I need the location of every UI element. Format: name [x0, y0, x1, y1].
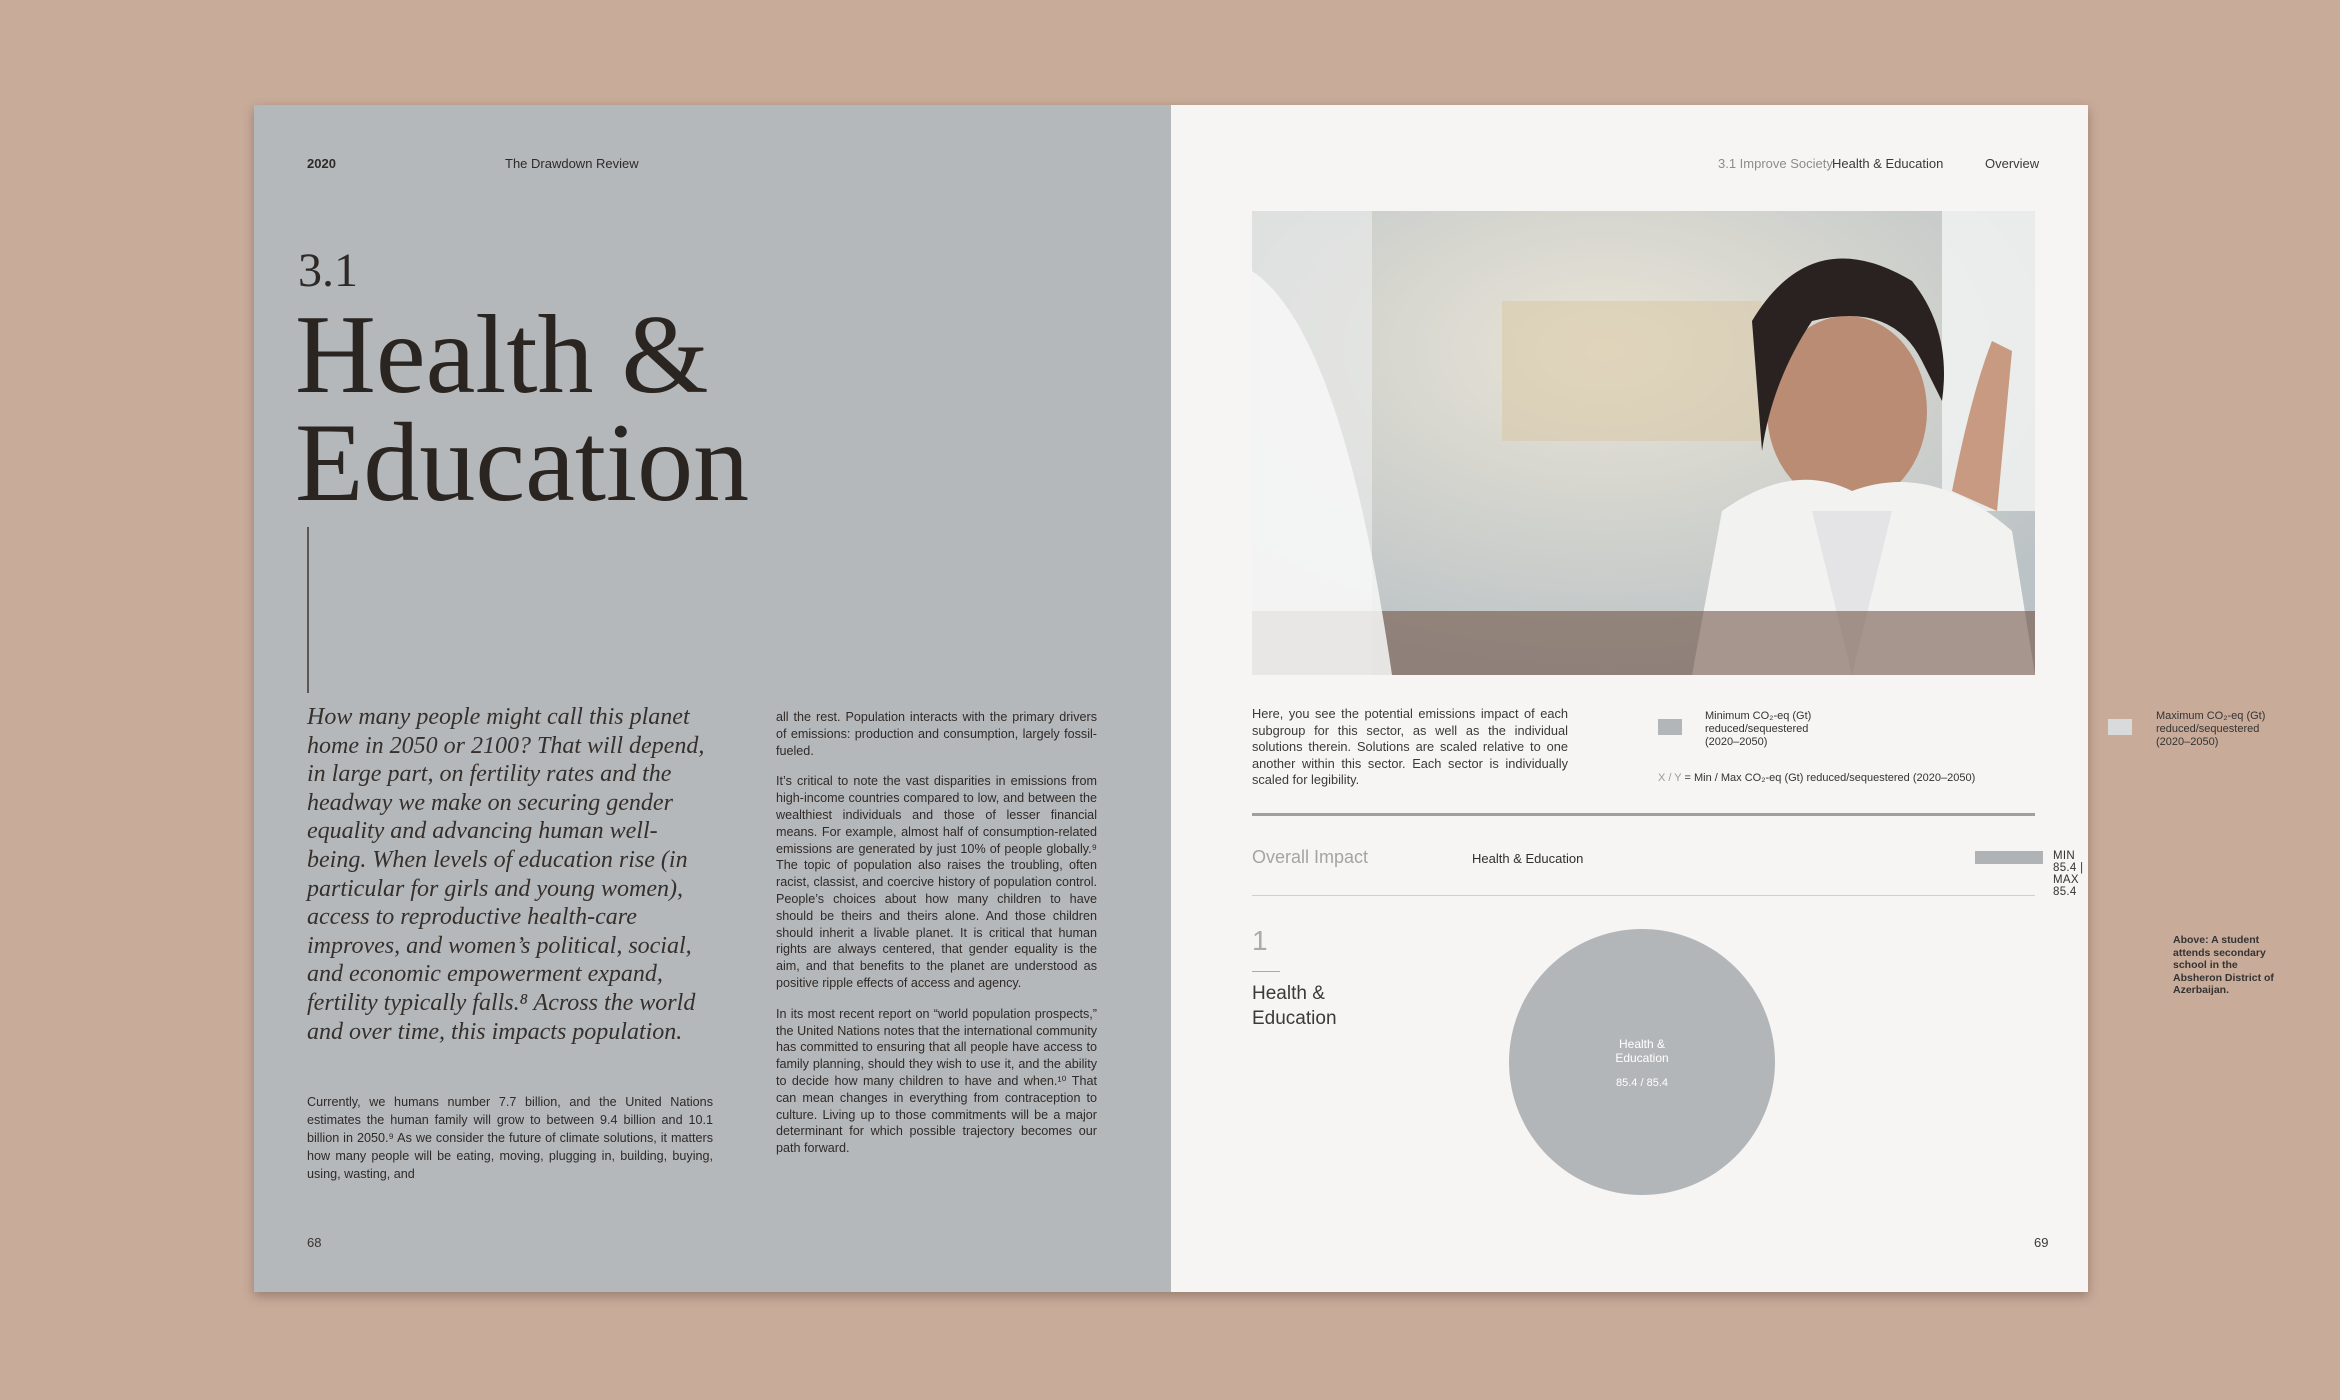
lead-paragraph: How many people might call this planet home in 2050 or 2100? That will depend, in large part, on fertility rates and the headway we make on securing gender equality and advancing human well-being. When levels of education rise (in particular for girls and young women), access to reproductive health-care improves, and women’s political, social, and economic empowerment expand, fertility typically falls.⁸ Across the world and over time, this impacts population.: [307, 704, 705, 1045]
legend-label-max: Maximum CO₂-eq (Gt) reduced/sequestered (2020–2050): [2156, 710, 2266, 748]
bubble-chart: [1507, 927, 1777, 1197]
decorative-vertical-rule: [307, 527, 309, 693]
overall-impact-bar: [1975, 851, 2043, 864]
bubble-label-line-1: Health &: [1618, 1037, 1666, 1051]
section-number: 3.1: [298, 244, 358, 297]
page-number-right: 69: [2034, 1235, 2049, 1250]
body-column-1: Currently, we humans number 7.7 billion, and the United Nations estimates the human family will grow to between 9.4 billion and 10.1 billion in 2050.⁹ As we consider the future of climate solutions, it matters how many people will be eating, moving, plugging in, building, buying, using, wasting, and: [307, 1095, 713, 1181]
legend-label-min: Minimum CO₂-eq (Gt) reduced/sequestered (2020–2050): [1705, 710, 1812, 748]
running-year: 2020: [307, 156, 336, 171]
body-paragraph: In its most recent report on “world population prospects,” the United Nations notes that the international community has committed to ensuring that all people have access to family planning, should they wish to use it, and the ability to decide how many children to have and when.¹⁰ That can mean changes in everything from contraception to culture. Living up to those commitments will be a major determinant for which possible trajectory becomes our path forward.: [776, 1006, 1097, 1156]
overall-impact-label: Overall Impact: [1252, 847, 1369, 867]
running-title: The Drawdown Review: [505, 156, 639, 171]
title-line-2: Education: [295, 401, 750, 525]
breadcrumb-sector: Health & Education: [1832, 156, 1944, 171]
section-divider-thin: [1252, 895, 2035, 896]
page-number-left: 68: [307, 1235, 322, 1250]
bubble-value-label: 85.4 / 85.4: [1616, 1077, 1668, 1089]
axis-note-prefix: X / Y: [1658, 772, 1682, 784]
body-paragraph: all the rest. Population interacts with the primary drivers of emissions: production and consumption, largely fossil-fueled.: [776, 710, 1097, 758]
title-line-1: Health &: [295, 293, 709, 417]
student-photo: [1252, 211, 2035, 675]
right-page: [1171, 105, 2274, 1292]
bubble-label-line-2: Education: [1615, 1051, 1669, 1065]
breadcrumb-section: 3.1 Improve Society: [1718, 156, 1833, 171]
subgroup-rule: [1252, 971, 1280, 972]
magazine-spread: [254, 105, 2274, 1292]
overall-range-text: MIN 85.4 | MAX 85.4: [2053, 850, 2084, 898]
breadcrumb-overview: Overview: [1985, 156, 2040, 171]
left-page: [254, 105, 1171, 1292]
axis-note: [1658, 772, 1975, 784]
body-column-2: [776, 709, 1097, 1171]
chart-description: Here, you see the potential emissions impact of each subgroup for this sector, as well as the individual solutions therein. Solutions are scaled relative to one another within this sector. Each sector is individually scaled for legibility.: [1252, 706, 1568, 788]
overall-sector-name: Health & Education: [1472, 851, 1584, 866]
legend-swatch-max: [2108, 719, 2132, 735]
axis-note-text: = Min / Max CO₂-eq (Gt) reduced/sequestered (2020–2050): [1684, 772, 1976, 784]
subgroup-number: 1: [1252, 925, 1268, 956]
page-title: [295, 293, 995, 525]
student-photo-icon: [1252, 211, 2035, 675]
legend-swatch-min: [1658, 719, 1682, 735]
section-divider-thick: [1252, 813, 2035, 816]
subgroup-name: Health & Education: [1252, 983, 1337, 1029]
photo-caption: Above: A student attends secondary school in the Absheron District of Azerbaijan.: [2173, 934, 2274, 997]
body-paragraph: It’s critical to note the vast disparities in emissions from high-income countries compared to low, and between the wealthiest individuals and those of lesser financial means. For example, almost half of consumption-related emissions are generated by just 10% of people globally.⁹ The topic of population also raises the troubling, often racist, classist, and coercive history of population control. People’s choices about how many children to have should be theirs and theirs alone. And those children should inherit a livable planet. It is critical that human rights are always centered, that gender equality is the aim, and that benefits to the planet are understood as positive ripple effects of access and agency.: [776, 774, 1097, 990]
